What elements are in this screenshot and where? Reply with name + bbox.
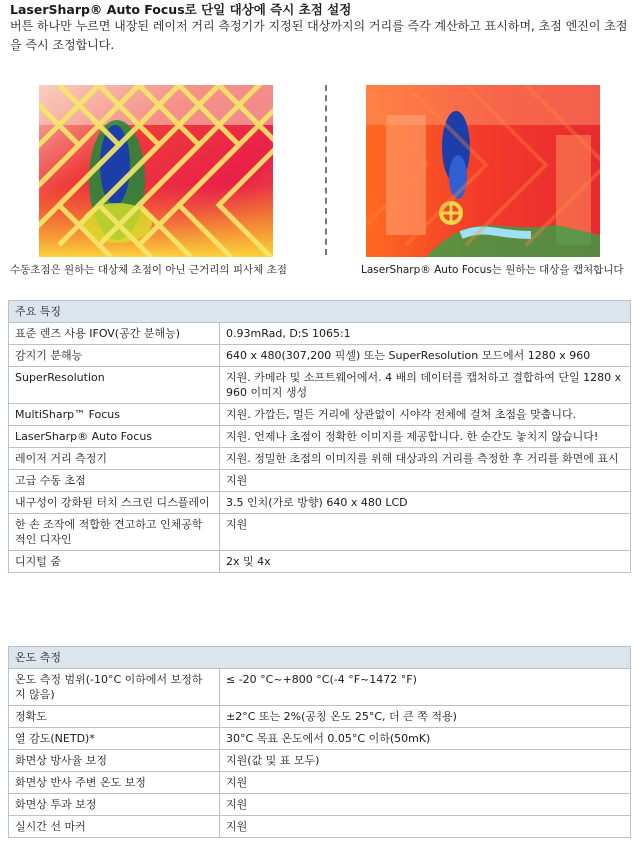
- thermal-image-auto-focus: [366, 85, 600, 257]
- spec-label: 감지기 분해능: [9, 345, 220, 367]
- table-row: [9, 669, 631, 706]
- spec-value: 0.93mRad, D:S 1065:1: [220, 323, 631, 345]
- intro-paragraph: 버튼 하나만 누르면 내장된 레이저 거리 측정기가 지정된 대상까지의 거리를 즉각 계산하고 표시하며, 초점 엔진이 초점을 즉시 조정합니다.: [10, 19, 628, 52]
- spec-label: 표준 렌즈 사용 IFOV(공간 분해능): [9, 323, 220, 345]
- table-row: [9, 323, 631, 345]
- table-row: [9, 706, 631, 728]
- page-title: LaserSharp® Auto Focus로 단일 대상에 즉시 초점 설정: [10, 2, 352, 17]
- spec-label: SuperResolution: [9, 367, 220, 404]
- spec-label: 온도 측정 범위(-10°C 이하에서 보정하지 않음): [9, 669, 220, 706]
- spec-label: 실시간 선 마커: [9, 816, 220, 838]
- spec-value: 지원. 언제나 초점이 정확한 이미지를 제공합니다. 한 순간도 놓치지 않습니다!: [220, 426, 631, 448]
- table-row: [9, 404, 631, 426]
- spec-value: 지원(값 및 표 모두): [220, 750, 631, 772]
- spec-label: 정확도: [9, 706, 220, 728]
- spec-label: 내구성이 강화된 터치 스크린 디스플레이: [9, 492, 220, 514]
- spec-value: 지원. 정밀한 초점의 이미지를 위해 대상과의 거리를 측정한 후 거리를 화면에 표시: [220, 448, 631, 470]
- table-row: [9, 728, 631, 750]
- spec-value: 지원: [220, 816, 631, 838]
- spec-label: 화면상 투과 보정: [9, 794, 220, 816]
- table-row: [9, 492, 631, 514]
- spec-value: 3.5 인치(가로 방향) 640 x 480 LCD: [220, 492, 631, 514]
- spec-label: MultiSharp™ Focus: [9, 404, 220, 426]
- features-header: 주요 특징: [9, 301, 631, 323]
- table-row: [9, 816, 631, 838]
- spec-label: 화면상 방사율 보정: [9, 750, 220, 772]
- spec-value: 지원: [220, 514, 631, 551]
- spec-value: 30°C 목표 온도에서 0.05°C 이하(50mK): [220, 728, 631, 750]
- table-row: [9, 426, 631, 448]
- image-divider: [325, 85, 327, 255]
- spec-value: 지원. 카메라 및 소프트웨어에서. 4 배의 데이터를 캡처하고 결합하여 단일 1280 x 960 이미지 생성: [220, 367, 631, 404]
- table-row: [9, 345, 631, 367]
- caption-auto-focus: LaserSharp® Auto Focus는 원하는 대상을 캡처합니다: [361, 264, 624, 276]
- spec-label: 고급 수동 초점: [9, 470, 220, 492]
- table-row: [9, 772, 631, 794]
- spec-label: 레이저 거리 측정기: [9, 448, 220, 470]
- spec-value: ±2°C 또는 2%(공칭 온도 25°C, 더 큰 쪽 적용): [220, 706, 631, 728]
- spec-value: 지원: [220, 772, 631, 794]
- temperature-header: 온도 측정: [9, 647, 631, 669]
- spec-label: 한 손 조작에 적합한 견고하고 인체공학적인 디자인: [9, 514, 220, 551]
- temperature-table: [8, 646, 631, 838]
- spec-label: 열 감도(NETD)*: [9, 728, 220, 750]
- spec-value: 지원: [220, 794, 631, 816]
- features-table: [8, 300, 631, 573]
- table-row: [9, 470, 631, 492]
- table-row: [9, 794, 631, 816]
- table-row: [9, 514, 631, 551]
- spec-label: 디지털 줌: [9, 551, 220, 573]
- caption-manual-focus: 수동초점은 원하는 대상체 초점이 아닌 근거리의 피사체 초점: [10, 264, 287, 276]
- table-row: [9, 367, 631, 404]
- table-row: [9, 448, 631, 470]
- table-row: [9, 551, 631, 573]
- spec-value: 640 x 480(307,200 픽셀) 또는 SuperResolution 모드에서 1280 x 960: [220, 345, 631, 367]
- spec-value: 2x 및 4x: [220, 551, 631, 573]
- spec-value: ≤ -20 °C~+800 °C(-4 °F~1472 °F): [220, 669, 631, 706]
- spec-label: 화면상 반사 주변 온도 보정: [9, 772, 220, 794]
- spec-label: LaserSharp® Auto Focus: [9, 426, 220, 448]
- spec-value: 지원. 가깝든, 멀든 거리에 상관없이 시야각 전체에 걸쳐 초점을 맞춥니다.: [220, 404, 631, 426]
- thermal-image-manual-focus: [39, 85, 273, 257]
- table-row: [9, 750, 631, 772]
- spec-value: 지원: [220, 470, 631, 492]
